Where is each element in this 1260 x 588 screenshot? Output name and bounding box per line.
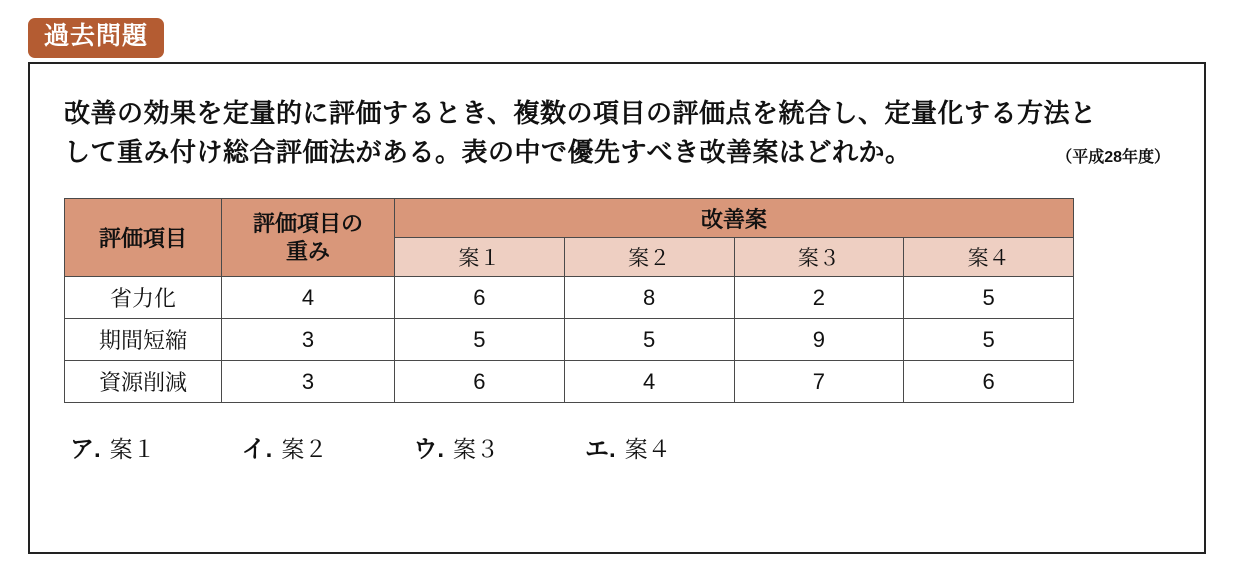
- header-plan-4: 案４: [904, 238, 1074, 277]
- choice-a-value: 案１: [109, 436, 156, 462]
- question-line-1: 改善の効果を定量的に評価するとき、複数の項目の評価点を統合し、定量化する方法と: [64, 98, 1097, 128]
- choice-i-value: 案２: [281, 436, 328, 462]
- choice-e[interactable]: [585, 429, 671, 464]
- row-1-plan-3: 9: [734, 319, 904, 361]
- question-card: [28, 62, 1206, 554]
- row-0-plan-1: 6: [395, 277, 565, 319]
- row-0-weight: 4: [222, 277, 395, 319]
- table-row: [65, 319, 1074, 361]
- row-2-plan-3: 7: [734, 361, 904, 403]
- answer-choices: [70, 429, 1170, 464]
- choice-i[interactable]: [242, 429, 328, 464]
- table-head: [65, 199, 1074, 277]
- header-weight: [222, 199, 395, 277]
- choice-a-key: ア.: [70, 436, 101, 463]
- header-weight-line-1: 評価項目の: [252, 211, 363, 236]
- row-2-plan-2: 4: [564, 361, 734, 403]
- table-header-row-1: [65, 199, 1074, 238]
- row-2-weight: 3: [222, 361, 395, 403]
- header-plan-2: 案２: [564, 238, 734, 277]
- row-0-item: 省力化: [65, 277, 222, 319]
- choice-u-key: ウ.: [413, 436, 445, 463]
- row-2-plan-1: 6: [395, 361, 565, 403]
- evaluation-table: [64, 198, 1074, 403]
- question-text: [64, 94, 1170, 172]
- row-1-plan-1: 5: [395, 319, 565, 361]
- row-0-plan-4: 5: [904, 277, 1074, 319]
- header-weight-line-2: 重み: [285, 238, 330, 264]
- row-2-plan-4: 6: [904, 361, 1074, 403]
- section-badge: 過去問題: [28, 18, 164, 58]
- row-1-plan-4: 5: [904, 319, 1074, 361]
- header-improvement-plans: 改善案: [395, 199, 1074, 238]
- row-1-weight: 3: [222, 319, 395, 361]
- table-body: [65, 277, 1074, 403]
- row-0-plan-3: 2: [734, 277, 904, 319]
- row-0-plan-2: 8: [564, 277, 734, 319]
- question-year: （平成28年度）: [1056, 149, 1170, 166]
- table-row: [65, 361, 1074, 403]
- header-plan-3: 案３: [734, 238, 904, 277]
- section-badge-wrapper: [28, 18, 164, 58]
- row-2-item: 資源削減: [65, 361, 222, 403]
- choice-e-value: 案４: [624, 436, 671, 462]
- question-line-2: して重み付け総合評価法がある。表の中で優先すべき改善案はどれか。: [64, 137, 912, 167]
- choice-a[interactable]: [70, 429, 156, 464]
- choice-i-key: イ.: [241, 436, 273, 463]
- choice-e-key: エ.: [585, 436, 616, 463]
- choice-u[interactable]: [413, 429, 499, 464]
- table-row: [65, 277, 1074, 319]
- choice-u-value: 案３: [453, 436, 500, 462]
- row-1-item: 期間短縮: [65, 319, 222, 361]
- row-1-plan-2: 5: [564, 319, 734, 361]
- header-evaluation-item: 評価項目: [65, 199, 222, 277]
- header-plan-1: 案１: [395, 238, 565, 277]
